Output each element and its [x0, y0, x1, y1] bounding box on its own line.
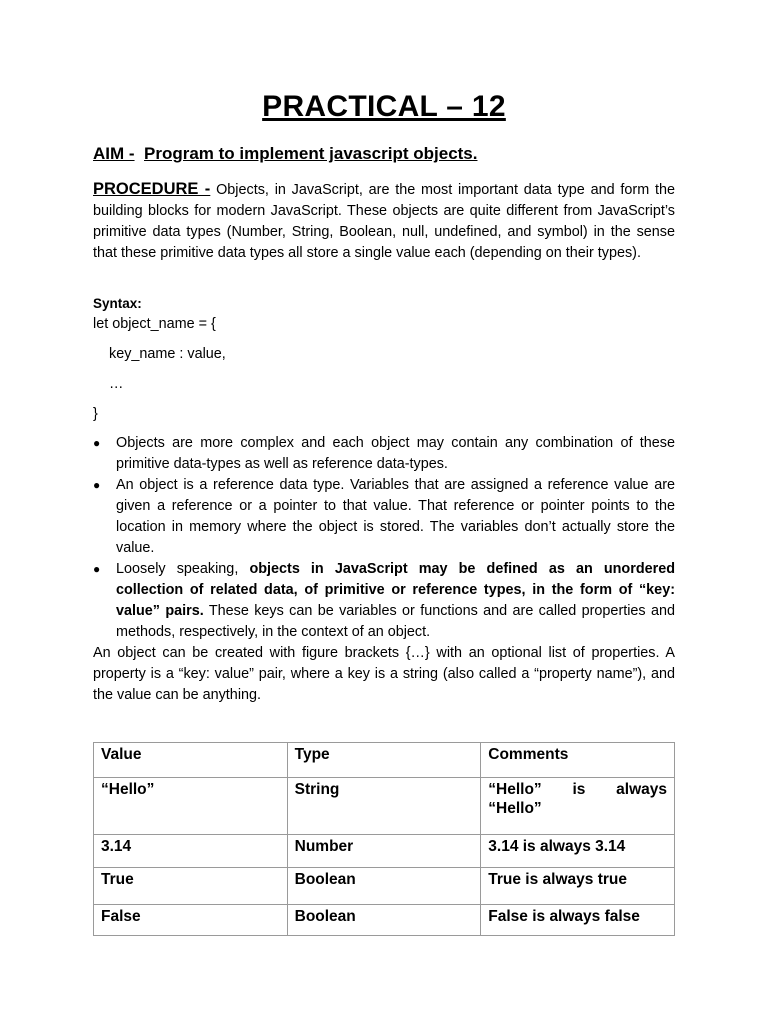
- list-item: [93, 433, 675, 475]
- table-cell: Boolean: [287, 868, 481, 905]
- table-header-row: [94, 743, 675, 778]
- aim-line: [93, 144, 477, 164]
- bullet-icon: ●: [93, 562, 101, 576]
- list-item: [93, 475, 675, 559]
- procedure-text: Objects, in JavaScript, are the most important data type and form the building blocks for modern JavaScript. These objects are quite different from JavaScript’s primitive data types (Number, String, Boolean, null, undefined, and symbol) in the sense that these primitive data types all store a single value each (depending on their types).: [93, 182, 675, 261]
- table-row: [94, 868, 675, 905]
- table-cell: True is always true: [481, 868, 675, 905]
- page-title: PRACTICAL – 12: [262, 90, 506, 123]
- bullet-text-pre: Loosely speaking,: [116, 561, 239, 577]
- bullet-icon: ●: [93, 436, 101, 450]
- table-cell: “Hello”: [94, 778, 288, 835]
- list-item: [93, 559, 675, 643]
- syntax-block: [93, 294, 675, 424]
- table-row: [94, 778, 675, 835]
- value-type-table: [93, 742, 675, 936]
- table-row: [94, 905, 675, 936]
- syntax-line-3: …: [109, 376, 124, 392]
- table-row: [94, 835, 675, 868]
- closing-paragraph: An object can be created with figure brackets {…} with an optional list of properties. A property is a “key: value” pair, where a key is a string (also called a “property name”), and the value can be anything.: [93, 645, 675, 703]
- aim-text: Program to implement javascript objects.: [144, 144, 478, 163]
- table-header-cell: Type: [287, 743, 481, 778]
- syntax-line-4: }: [93, 406, 98, 422]
- table-cell: “Hello” is always “Hello”: [481, 778, 675, 835]
- table-header-cell: Comments: [481, 743, 675, 778]
- syntax-label: Syntax:: [93, 296, 142, 311]
- bullet-list: [93, 433, 675, 643]
- table-cell: Boolean: [287, 905, 481, 936]
- table-cell: True: [94, 868, 288, 905]
- syntax-line-2: key_name : value,: [109, 346, 226, 362]
- syntax-line-1: let object_name = {: [93, 316, 216, 332]
- bullet-text: An object is a reference data type. Variables that are assigned a reference value are given a reference or a pointer to that value. That reference or pointer points to the location in memory where the object is stored. The variables don’t actually store the value.: [116, 477, 675, 556]
- procedure-paragraph: [93, 179, 675, 264]
- table-cell: 3.14 is always 3.14: [481, 835, 675, 868]
- bullet-text-bold: objects in JavaScript may be defined as an unordered collection of related data, of primitive or reference types, in the form of “key: value” pairs.: [116, 561, 676, 619]
- table-cell: False is always false: [481, 905, 675, 936]
- bullet-text: Objects are more complex and each object may contain any combination of these primitive data-types as well as reference data-types.: [116, 435, 675, 472]
- table-cell: Number: [287, 835, 481, 868]
- aim-label: AIM -: [93, 144, 135, 163]
- table-cell: 3.14: [94, 835, 288, 868]
- procedure-label: PROCEDURE -: [93, 180, 211, 198]
- table-cell: False: [94, 905, 288, 936]
- table-header-cell: Value: [94, 743, 288, 778]
- bullet-text-post: These keys can be variables or functions and are called properties and methods, respectively, in the context of an object.: [116, 603, 675, 640]
- table-cell: String: [287, 778, 481, 835]
- bullet-icon: ●: [93, 478, 101, 492]
